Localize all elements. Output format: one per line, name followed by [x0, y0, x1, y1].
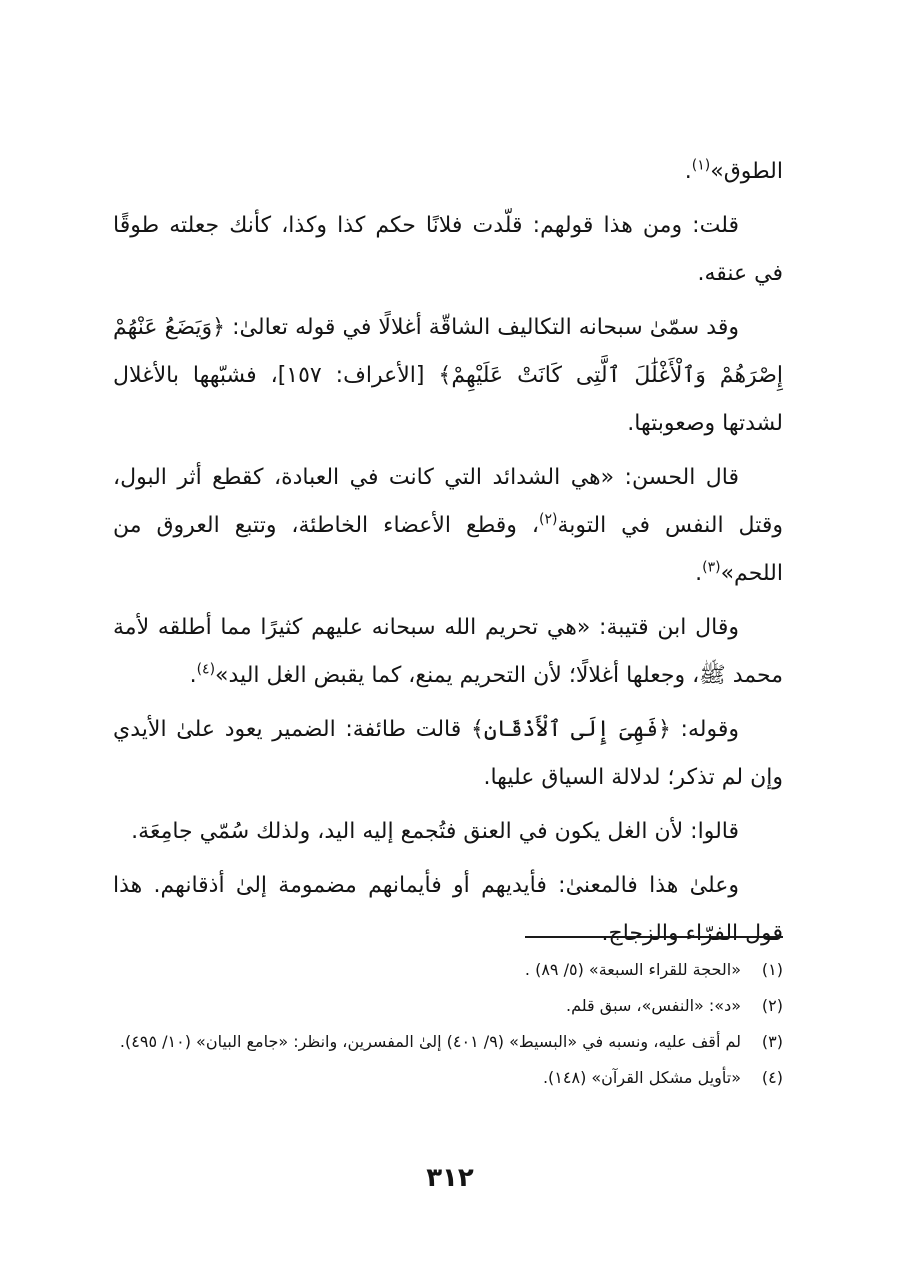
footnote-text: «د»: «النفس»، سبق قلم.: [566, 996, 741, 1015]
footnote-marker[interactable]: (٤): [196, 661, 216, 678]
paragraph-4: [113, 454, 783, 598]
footnote-text: لم أقف عليه، ونسبه في «البسيط» (٩/ ٤٠١) إلىٰ المفسرين، وانظر: «جامع البيان» (١٠/ ٤٩٥).: [119, 1032, 741, 1051]
paragraph-text: .: [684, 159, 692, 184]
footnote-text: «تأويل مشكل القرآن» (١٤٨).: [542, 1068, 741, 1087]
footnote-number: (١): [761, 960, 783, 979]
footnotes: [113, 952, 783, 1096]
paragraph-8: وعلىٰ هذا فالمعنىٰ: فأيديهم أو فأيمانهم مضمومة إلىٰ أذقانهم. هذا قول الفرّاء والزجاج.: [113, 873, 783, 946]
footnote-2: [113, 988, 783, 1024]
footnote-marker[interactable]: (٢): [538, 511, 558, 528]
paragraph-text: .: [695, 561, 703, 586]
footnote-marker[interactable]: (١): [691, 157, 711, 174]
main-text: [113, 148, 783, 964]
paragraph-text: وقوله:: [670, 717, 739, 742]
paragraph-6: [113, 706, 783, 802]
footnote-number: (٣): [761, 1032, 783, 1051]
paragraph-3: [113, 304, 783, 448]
paragraph-text: قالت طائفة: الضمير يعود علىٰ الأيدي وإن لم تذكر؛ لدلالة السياق عليها.: [113, 717, 783, 790]
footnote-1: [113, 952, 783, 988]
paragraph-2: قلت: ومن هذا قولهم: قلّدت فلانًا حكم كذا وكذا، كأنك جعلته طوقًا في عنقه.: [113, 213, 783, 286]
quran-verse: ﴿وَيَضَعُ عَنْهُمْ إِصْرَهُمْ وَٱلْأَغْلَٰلَ ٱلَّتِى كَانَتْ عَلَيْهِمْ﴾: [113, 315, 783, 388]
paragraph-5: [113, 604, 783, 700]
paragraph-text: [الأعراف: ١٥٧]، فشبّهها بالأغلال لشدتها وصعوبتها.: [113, 363, 783, 436]
footnote-number: (٤): [761, 1068, 783, 1087]
footnote-separator: [525, 936, 783, 938]
paragraph-1: [113, 148, 783, 196]
footnote-3: [113, 1024, 783, 1060]
footnote-number: (٢): [761, 996, 783, 1015]
paragraph-text: وقد سمّىٰ سبحانه التكاليف الشاقّة أغلالًا في قوله تعالىٰ:: [225, 315, 739, 340]
quran-verse: ﴿فَهِىَ إِلَى ٱلْأَذْقَانِ﴾: [470, 717, 671, 742]
paragraph-text: .: [189, 663, 197, 688]
footnote-4: [113, 1060, 783, 1096]
paragraph-text: ، وقطع الأعضاء الخاطئة، وتتبع العروق من اللحم»: [113, 513, 783, 586]
page-number: ٣١٢: [426, 1163, 474, 1193]
paragraph-text: وقال ابن قتيبة: «هي تحريم الله سبحانه عليهم كثيرًا مما أطلقه لأمة محمد ﷺ، وجعلها أغلالًا؛ لأن التحريم يمنع، كما يقبض الغل اليد»: [113, 615, 783, 688]
paragraph-text: قال الحسن: «هي الشدائد التي كانت في العبادة، كقطع أثر البول، وقتل النفس في التوبة: [113, 465, 783, 538]
paragraph-text: الطوق»: [710, 159, 783, 184]
paragraph-7: قالوا: لأن الغل يكون في العنق فتُجمع إليه اليد، ولذلك سُمّي جامِعَة.: [131, 819, 739, 844]
footnote-text: «الحجة للقراء السبعة» (٥/ ٨٩) .: [524, 960, 741, 979]
footnote-marker[interactable]: (٣): [702, 559, 721, 576]
